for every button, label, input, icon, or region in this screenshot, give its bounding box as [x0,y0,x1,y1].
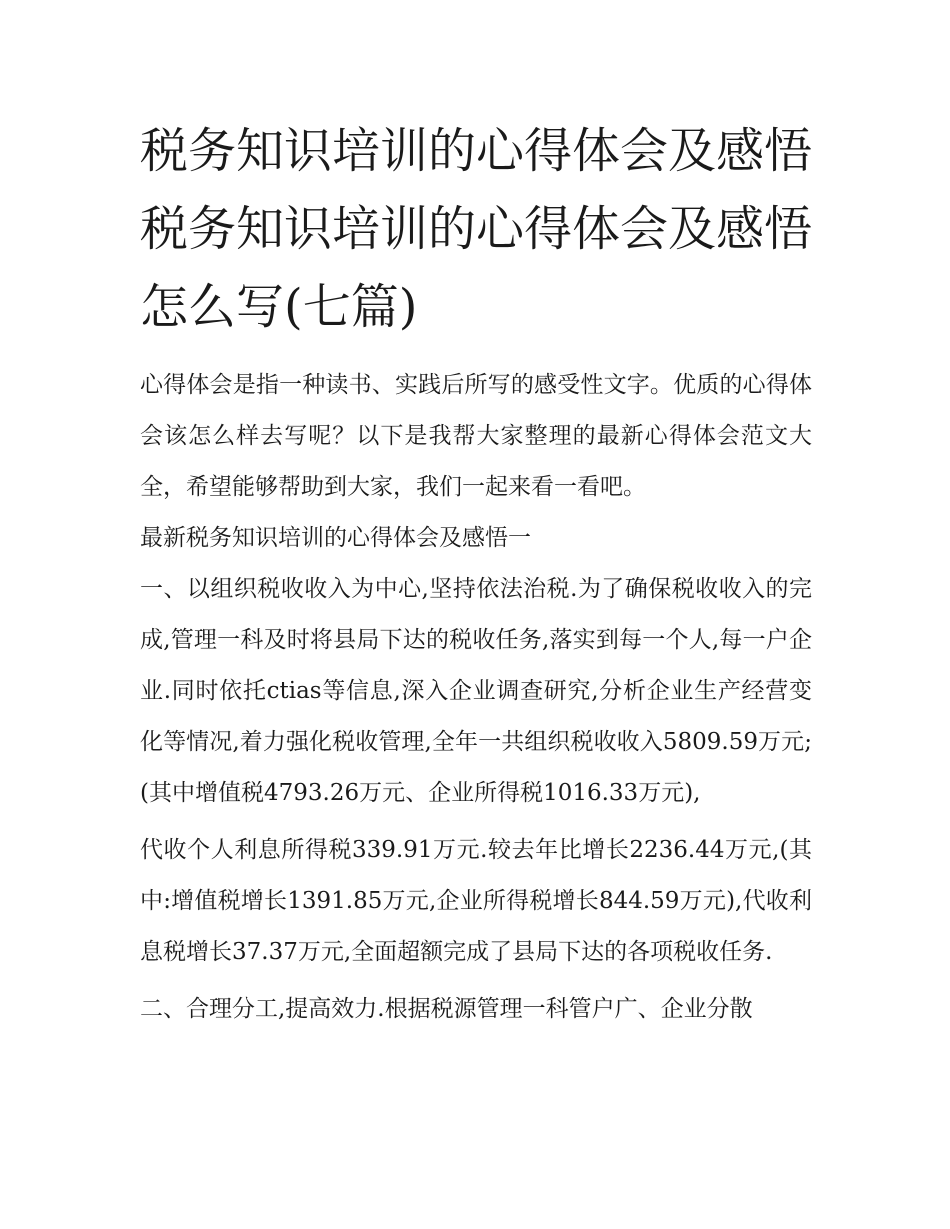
intro-paragraph: 心得体会是指一种读书、实践后所写的感受性文字。优质的心得体会该怎么样去写呢？以下是我帮大家整理的最新心得体会范文大全，希望能够帮助到大家，我们一起来看一看吧。 [140,372,812,500]
body-paragraph: 一、以组织税收收入为中心,坚持依法治税.为了确保税收收入的完成,管理一科及时将县局下达的税收任务,落实到每一个人,每一户企业.同时依托ctias等信息,深入企业调查研究,分析企业生产经营变化等情况,着力强化税收管理,全年一共组织税收收入5809.59万元;(其中增值税4793.26万元、企业所得税1016.33万元), [140,576,812,806]
body-paragraph: 二、合理分工,提高效力.根据税源管理一科管户广、企业分散 [140,996,753,1022]
section-heading: 最新税务知识培训的心得体会及感悟一 [140,525,531,551]
document-page [140,112,812,1035]
body-paragraph: 代收个人利息所得税339.91万元.较去年比增长2236.44万元,(其中:增值税增长1391.85万元,企业所得税增长844.59万元),代收利息税增长37.37万元,全面超额完成了县局下达的各项税收任务. [140,837,812,965]
document-title: 税务知识培训的心得体会及感悟 税务知识培训的心得体会及感悟怎么写(七篇) [140,123,813,335]
